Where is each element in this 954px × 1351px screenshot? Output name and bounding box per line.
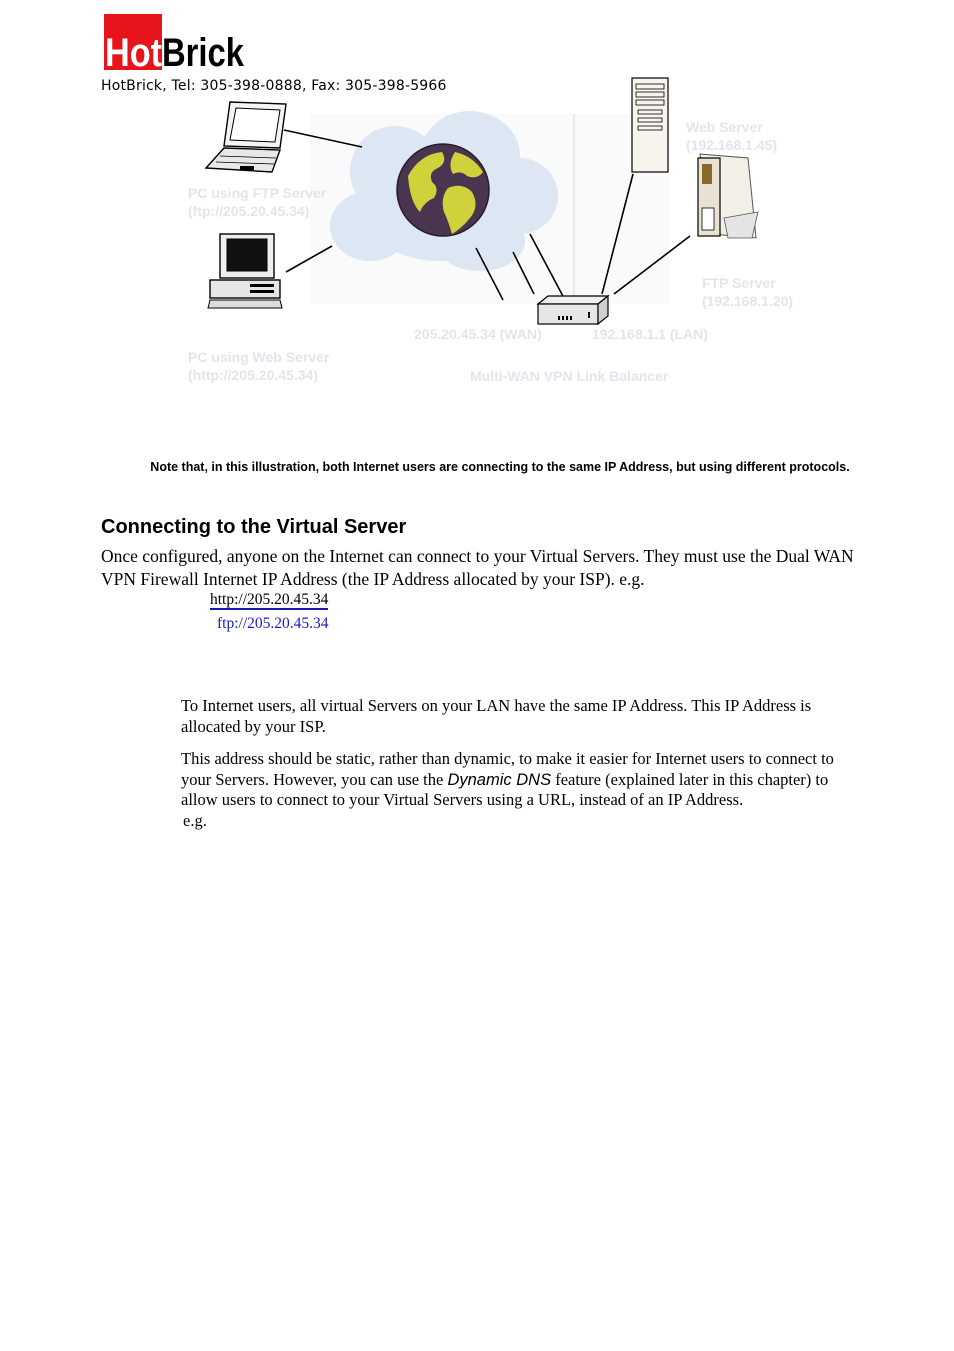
bullet-text-2: This address should be static, rather than dynamic, to make it easier for Internet users to connect to your Servers. However, you can use the Dynamic DNS feature (explained later in this chapter) to allow users to connect to your Virtual Servers using a URL, instead of an IP Address. e.g. [181, 749, 841, 831]
bullet-text-1: To Internet users, all virtual Servers on your LAN have the same IP Address. This IP Address is allocated by your ISP. [181, 696, 812, 736]
desktop-pc-icon [208, 234, 282, 308]
dynamic-dns-term: Dynamic DNS [447, 770, 552, 789]
logo-brick: Brick [162, 31, 245, 75]
section-heading: Connecting to the Virtual Server [101, 516, 407, 538]
label-wan: 205.20.45.34 (WAN) [414, 326, 542, 342]
label-lan: 192.168.1.1 (LAN) [592, 326, 708, 342]
bullet-eg: e.g. [183, 810, 207, 830]
section-paragraph: Once configured, anyone on the Internet can connect to your Virtual Servers. They must use the Dual WAN VPN Firewall Internet IP Address (the IP Address allocated by your ISP). e.g. [101, 546, 854, 589]
network-diagram [180, 76, 860, 396]
globe-icon [397, 144, 489, 236]
web-server-icon [632, 78, 668, 172]
label-pc-ftp: PC using FTP Server (ftp://205.20.45.34) [188, 185, 327, 219]
laptop-icon [206, 102, 286, 172]
label-pc-web: PC using Web Server (http://205.20.45.34) [188, 349, 330, 383]
http-link[interactable]: http://205.20.45.34 [210, 591, 329, 608]
ftp-link[interactable]: ftp://205.20.45.34 [217, 615, 329, 632]
hotbrick-logo [104, 14, 245, 75]
logo-hot: Hot [105, 31, 162, 75]
illustration-note: Note that, in this illustration, both Internet users are connecting to the same IP Address, but using different protocols. [150, 460, 850, 474]
ftp-server-icon [698, 154, 758, 238]
label-ftp-server: FTP Server (192.168.1.20) [702, 275, 794, 309]
link-balancer-icon [538, 296, 608, 324]
contact-line: HotBrick, Tel: 305-398-0888, Fax: 305-398-5966 [101, 78, 447, 94]
label-balancer: Multi-WAN VPN Link Balancer [470, 368, 669, 384]
label-web-server: Web Server (192.168.1.45) [686, 119, 778, 153]
